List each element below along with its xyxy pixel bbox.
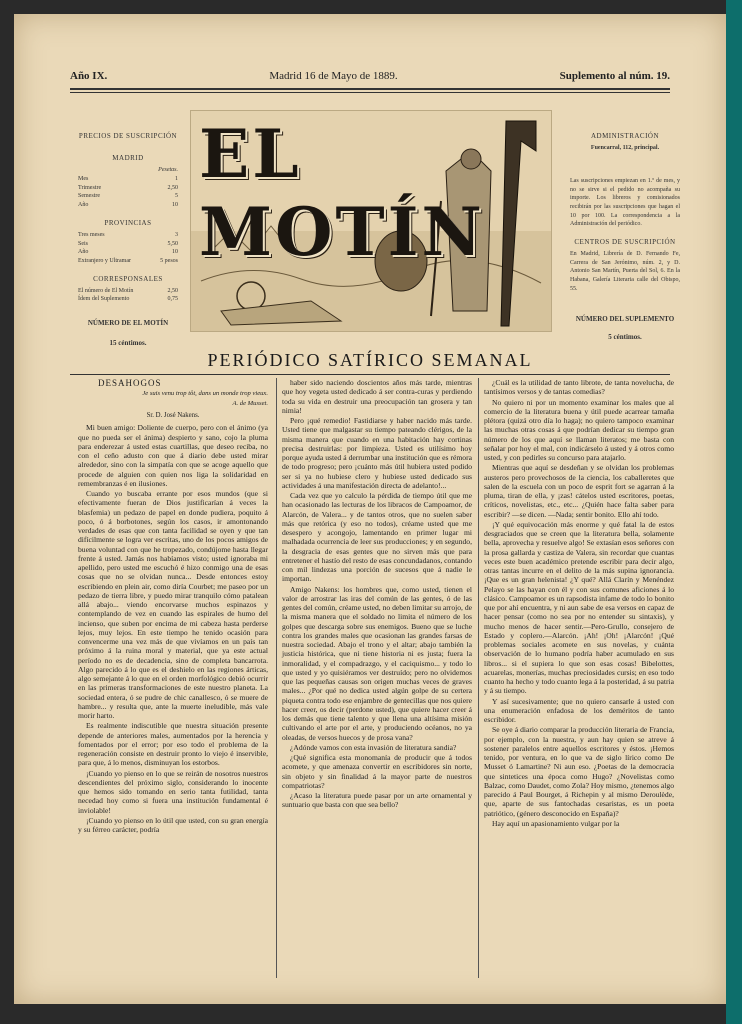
price-row: [78, 240, 178, 249]
paragraph: Mientras que aquí se desdeñan y se olvidan los problemas austeros pero provechosos de la ciencia, los caballeretes que salen de la escuela con un poco de esprit fort se agarran á la pluma, tiran de ella, y ¡zas! cátelos usted escritores, poetas, críticos, novelistas, etc., etc... ¿Quién hace falta saber para escribir? —se dicen. —Nada; sentir bonito. Ello ahí todo.: [484, 463, 674, 519]
column-divider-2: [478, 378, 479, 978]
administration-title: ADMINISTRACIÓN: [590, 132, 660, 140]
administration-box: [570, 126, 680, 342]
background-edge: [726, 0, 742, 1024]
masthead-title: EL MOTÍN: [199, 115, 485, 271]
price-row-value: 5,50: [167, 240, 178, 247]
paragraph: Hay aquí un apasionamiento vulgar por la: [492, 818, 620, 828]
subtitle-rule: [70, 374, 670, 375]
price-row-label: Tres meses: [78, 231, 105, 238]
article-epigraph: Je suis venu trop tôt, dans un monde trop vieux.: [142, 389, 268, 397]
price-row-label: Año: [78, 202, 89, 209]
centers-title: CENTROS DE SUSCRIPCIÓN: [574, 237, 676, 246]
price-row: [78, 175, 178, 184]
price-row-label: Seis: [78, 240, 89, 247]
paragraph: Se oye á diario comparar la producción literaria de Francia, por ejemplo, con la nuestra, y aun hay quien se atreve á sostener paralelos entre aquellos escritores y éstos. ¡Hemos tenido, por ventura, en lo que va de siglo lírico como De Musset ó Lamartine? Ni aun eso. ¿Poetas de la democracia que sintetices una época como Hugo? ¿Novelistas como Balzac, como Daudet, como Zola? Hoy mismo, ¿tenemos algo parecido á Paul Bourget, á Richepin y al mismo Deroulède, que, aparte de sus fantochadas cesaristas, es un poeta patriótico, (género desconocido en España)?: [484, 725, 674, 818]
centers-text: En Madrid, Librería de D. Fernando Fe, Carrera de San Jerónimo, núm. 2, y D. Antonio San Martín, Puerta del Sol, 6. En la Habana, Galería Literaria calle del Obispo, 55.: [570, 251, 680, 292]
madrid-price-list: [78, 175, 178, 210]
paragraph: ¿Cuál es la utilidad de tanto librote, de tanta novelucha, de tantísimos versos y de tantas comedias?: [484, 378, 674, 397]
paragraph: Pero ¡qué remedio! Fastidiarse y haber nacido más tarde. Usted tiene que malgastar su tiempo pateando clérigos, de la misma manera que cuando en una habitación hay cortinas precisa destruirlas: por limpieza. Usted es utilísimo hoy porque ayuda usted á derrumbar una institución que es rémora de todo progreso; pero ¡cuánto más útil hubiera usted podido ser si ya no hubiese clero y hubiese usted dedicado sus actividades á una manifestación directa de adelanto!...: [282, 416, 472, 490]
price-row-value: 5 pesos: [160, 257, 178, 264]
paragraph: Cuando yo buscaba errante por esos mundos (que si efectivamente fueran de Dios justificarían á veces la blasfemia) un pedazo de papel en donde pudiera, poquito á poco, ó á borbotones, según los casos, ir amontonando verdades de esas que con tanta facilidad se oyen y que tan difícilmente se logra ver escritas, uno de los pocos amigos de buena voluntad con que he tropezado, condújome hasta llegar frente á usted. Jamás nos habíamos visto; usted ignoraba mi apellido, pero usted me escuchó é hizo conmigo una de esas cosas que no se olvidan nunca... Desde entonces estoy escribiendo en plein air, como diría Courbet; me paseo por un pedazo de tierra libre, y puedo mirar tranquilo cómo patalean allá abajo... viendo encorvarse muchos espinazos y contemplando de vez en cuando las espirales de humo del incienso, que suben por encima de mi cabeza hasta perderse lejos, muy lejos. En este tiempo he tenido ocasión para convencerme una vez más de que vivíamos en un país tan próximo á la ruina moral y material, que ya este actual período no es de decadencia, sino de completa bancarrota. Algo parecido á lo que es el deshielo en las regiones árticas, algo semejante á lo que en el orden morfológico debió ocurrir en las primeras transformaciones de este nuestro planeta. La sociedad entera, ó se pudre de chic canallesco, ó se muere de hambre... y resulta que, ante la muerte ineludible, más vale morir harto.: [78, 489, 268, 721]
price-row-label: Mes: [78, 175, 89, 182]
column-divider-1: [276, 378, 277, 978]
article-column-3: [484, 378, 674, 829]
provinces-price-list: [78, 231, 178, 266]
newspaper-subtitle: PERIÓDICO SATÍRICO SEMANAL: [207, 350, 533, 370]
price-row-label: Extranjero y Ultramar: [78, 257, 131, 264]
paragraph: ¿Adónde vamos con esta invasión de literatura sandia?: [290, 742, 457, 752]
supplement-label: Suplemento al núm. 19.: [559, 70, 670, 82]
paragraph: Y así sucesivamente; que no quiero cansarle á usted con una enumeración enfadosa de los deméritos de tanto escribidor.: [484, 696, 674, 724]
price-row-value: 5: [175, 193, 178, 200]
price-row: [78, 287, 178, 296]
paragraph: Es realmente indiscutible que nuestra situación presente depende de anteriores males, aumentados por la herencia y fomentados por el error; por eso todo el problema de la regeneración consiste en destruir pronto lo viejo é inservible, para que, á lo menos, disminuyan los estorbos.: [78, 721, 268, 768]
price-row-value: 2,50: [167, 287, 178, 294]
issue-number-label: NÚMERO DE EL MOTÍN: [87, 319, 169, 328]
article-heading: DESAHOGOS: [98, 378, 162, 388]
header-rule-thin: [70, 92, 670, 93]
header-rule: [70, 88, 670, 90]
madrid-sub: Pesetas.: [158, 167, 178, 174]
date-label: Madrid 16 de Mayo de 1889.: [269, 70, 398, 82]
column-2-body: [282, 378, 472, 810]
subscription-note: Las suscripciones empiezan en 1.º de mes, y no se sirve si el pedido no acompaña su importe. Los libreros y comisionados recibirán por las suscripciones que hagan el 10 por 100. La correspondencia a la Administración del periódico.: [570, 177, 680, 228]
year-label: Año IX.: [70, 70, 108, 82]
correspondents-price-list: [78, 287, 178, 304]
header-line: [70, 70, 670, 82]
article-column-2: [282, 378, 472, 811]
supplement-price: 5 céntimos.: [608, 332, 642, 341]
price-row: [78, 192, 178, 201]
provinces-label: PROVINCIAS: [104, 218, 152, 227]
column-3-body: [484, 378, 674, 828]
price-row-label: Ídem del Suplemento: [78, 296, 130, 303]
price-row-value: 10: [172, 249, 178, 256]
price-row: [78, 201, 178, 210]
subscription-box: [78, 126, 178, 348]
epigraph-author: A. de Musset.: [232, 400, 268, 407]
paragraph: ¡Cuando yo pienso en lo que se reirán de nosotros nuestros descendientes del próximo siglo, considerando lo inocente que hemos sido tomando en serio tanta futilidad, tanta necedad hoy como si fuera una institución fundamental é inviolable!: [78, 768, 268, 815]
paragraph: ¿Qué significa esta monomanía de producir que á todos acomete, y que amenaza convertir en escribidores sin norte, sin objeto y sin finalidad á la mayor parte de nuestros compatriotas?: [282, 753, 472, 790]
price-row-value: 3: [175, 231, 178, 238]
price-row: [78, 231, 178, 240]
paragraph: Mi buen amigo: Doliente de cuerpo, pero con el ánimo (ya que no pueda ser el ánima) despierto y sano, cojo la pluma para enderezar á usted estas cuartillas, que deseo reciba, no con el ceño adusto con que á diario debe usted mirar alrededor, sino con la simpatía con que se acoge aquello que procede de alguien con quien nos liga la solidaridad en remembranzas é en ilusiones.: [78, 423, 268, 488]
paragraph: No quiero ni por un momento examinar los males que al comercio de la literatura buena y útil puede acarrear tamaña plétora (quizá otro día lo haga); no quiero tampoco examinar las muchas otras cosas á que podrían dedicar su tiempo gran número de los que aquí se llaman literatos; me basta con señalar por hoy el mal, con indicárselo á usted y á otros como usted, y con pedirles su concurso para atajarlo.: [484, 397, 674, 462]
article-dedication: Sr. D. José Nakens.: [146, 412, 200, 420]
correspondents-label: CORRESPONSALES: [93, 274, 163, 283]
price-row: [78, 184, 178, 193]
paragraph: ¡Y qué equivocación más enorme y qué fatal la de estos desgraciados que se creen que la literatura bella, solamente bella, aprovecha y resuelve algo! Se extasían esos señores con la prosa gallarda y castiza de Valera, sin recordar que cuantas veces este buen académico pretende escribir para decir algo, otras tantas incurre en el delito de la más supina ignorancia. ¡Que es un gran helenista! ¿Y qué? Allá Clarín y Menéndez Pelayo se las hayan con él y con sus comunes aficiones á lo clásico. Campoamor es un rapsodista infame de todo lo bonito que por ahí encuentra, y ni aun sabe de esa versos en capaz de hacer pensar (como no sea por no entender su sintaxis), y mucho menos de hacer sentir.—Pero-Grullo, consejero de Estado y coplero.—Alarcón. ¡Ah! ¡Oh! ¡Alarcón! ¡Qué problemas sociales acomete en sus novelas, y cuánta observación de lo humano podría haber acumulado en sus libros... si el supiera lo que son esas cosas! Bibelottes, acuarelas, monerías, muchas preciosidades cursis; en eso todo cuanto ha hecho y todo cuanto lega á la posteridad, á su patria y á su tiempo.: [484, 519, 674, 696]
paragraph: haber sido naciendo doscientos años más tarde, mientras que hoy vegeta usted dedicado á ser contra-curas y perdiendo toda su vida en destruir una preocupación tan grosera y tan nimia!: [282, 378, 472, 415]
price-row: [78, 248, 178, 257]
subscription-title: PRECIOS DE SUSCRIPCIÓN: [78, 132, 178, 140]
article-column-1: [78, 378, 268, 835]
supplement-number-label: NÚMERO DEL SUPLEMENTO: [575, 314, 675, 323]
price-row-label: Semestre: [78, 193, 100, 200]
administration-address: Fuencarral, 112, principal.: [590, 145, 660, 152]
price-row-value: 10: [172, 202, 178, 209]
price-row-label: El número de El Motín: [78, 287, 134, 294]
price-row-label: Año: [78, 249, 89, 256]
paragraph: ¡Cuando yo pienso en lo útil que usted, con su gran energía y su férreo carácter, podría: [78, 815, 268, 835]
price-row-value: 0,75: [167, 296, 178, 303]
price-row-value: 1: [175, 175, 178, 182]
paragraph: ¿Acaso la literatura puede pasar por un arte ornamental y suntuario que basta con que sea bello?: [282, 791, 472, 810]
price-row-label: Trimestre: [78, 184, 102, 191]
column-1-body: [78, 423, 268, 834]
paragraph: Amigo Nakens: los hombres que, como usted, tienen el valor de arrostrar las iras del común de las gentes, ó de las gentes del común, créame usted, no deben limitar su arrojo, de la misma manera que el soldado no limita el número de los golpes que descarga sobre sus enemigos. Bueno que se luche contra los grandes males que ocasionan las grandes farsas de nuestra sociedad. Abajo el trono y el altar; abajo también la justicia histórica, que ni tiene historia ni es justa; fuera la inmoralidad, y el compadrazgo, y el caciquismo... y todo lo que usted y yo quisiéramos ver destruído; pero no olvidemos que las pequeñas causas son origen muchas veces de graves males... ¿Por qué no dedica usted algún golpe de su certera piqueta contra todo ese enjambre de gentecillas que nos quiere hacer creer, os decir (perdone usted), que quiere hacer creer á los demás que tiene talento y que llena una altísima misión cultivando el arte por el arte, y produciendo océanos, no ya oleadas, de versos huecos y de prosa vana?: [282, 584, 472, 742]
paragraph: Cada vez que yo calculo la pérdida de tiempo útil que me han ocasionado las lecturas de los libracos de Campoamor, de Alarcón, de Valera... y de tantos otros, que no suelen saber más que retórica (y eso no todos), créame usted que me desespero y acongojo, lamentando en primer lugar mi malhadada ocurrencia de leer sus producciones; y en segundo, la desgracia de esas gentes que no sirven más que para entretener el hastío del resto de esas concundadanos, contando con mil lindezas una porción de sucesos que á nadie le importan.: [282, 491, 472, 584]
masthead-illustration: [190, 110, 552, 332]
price-row: [78, 295, 178, 304]
issue-price: 15 céntimos.: [109, 339, 147, 348]
price-row-value: 2,50: [167, 184, 178, 191]
madrid-label: MADRID: [112, 154, 144, 163]
price-row: [78, 257, 178, 266]
